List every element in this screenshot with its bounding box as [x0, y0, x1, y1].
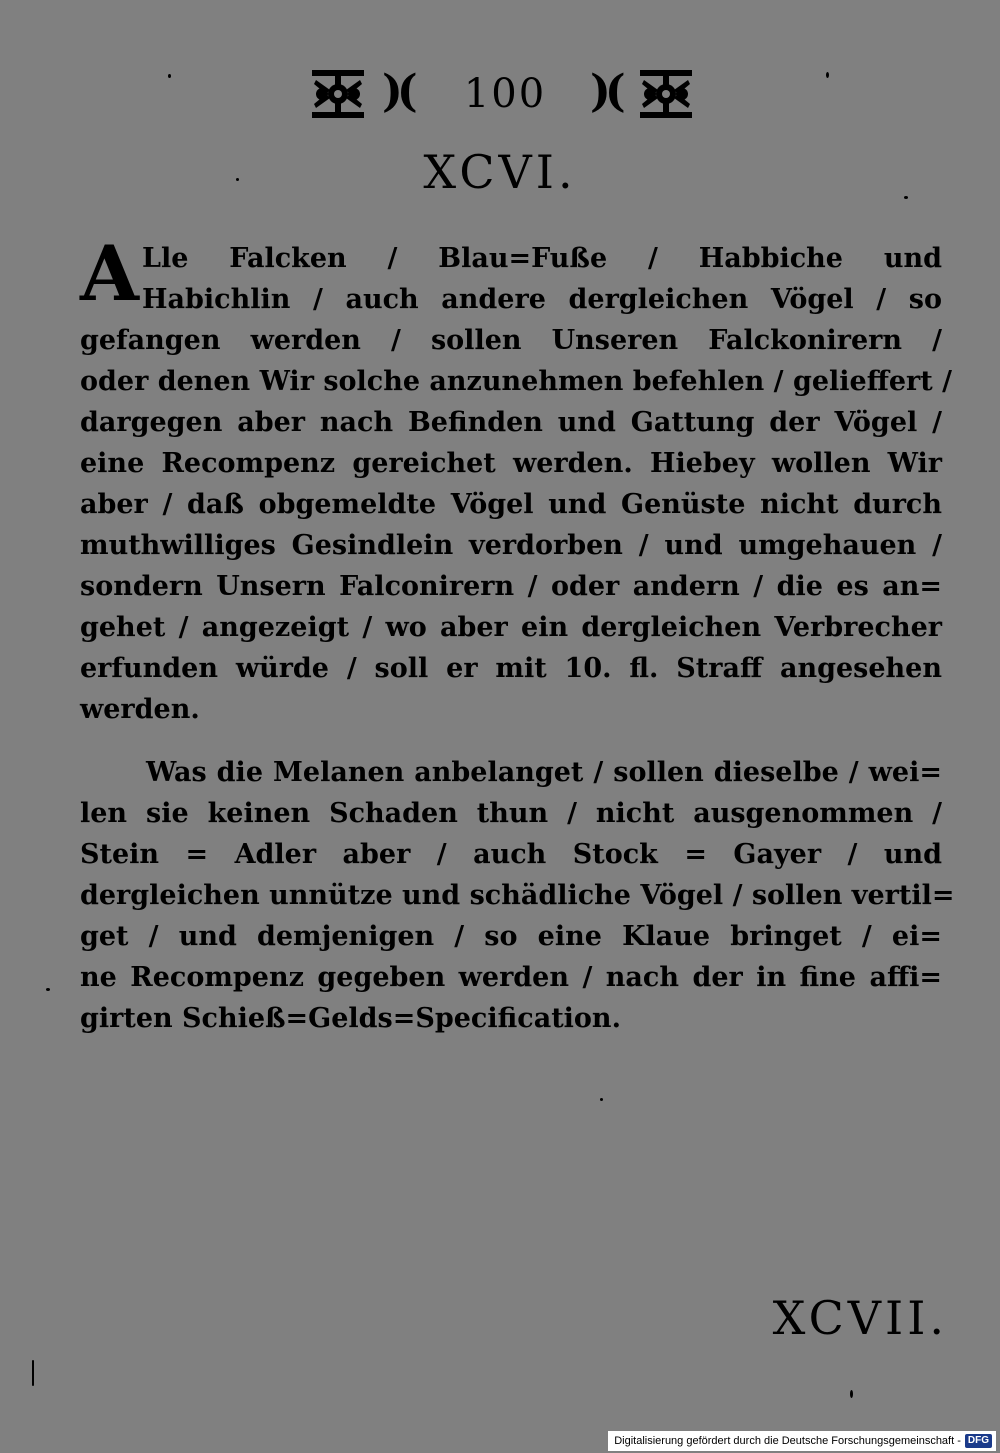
- text-line: oder denen Wir solche anzunehmen befehlen / gelieffert /: [80, 366, 952, 397]
- paragraph: [80, 238, 952, 730]
- page-number: 100: [463, 71, 547, 117]
- text-line: aber / daß obgemeldte Vögel und Genüste nicht durch: [80, 489, 942, 520]
- text-line: dergleichen unnütze und schädliche Vögel / sollen vertil=: [80, 880, 955, 911]
- text-line: Was die Melanen anbelanget / sollen dieselbe / wei=: [146, 757, 942, 788]
- drop-cap: A: [80, 229, 139, 318]
- text-line: Habichlin / auch andere dergleichen Vögel / so: [142, 284, 942, 315]
- text-line: sondern Unsern Falconirern / oder andern / die es an=: [80, 571, 942, 602]
- printer-ornament-icon: [308, 66, 368, 122]
- text-line: Stein = Adler aber / auch Stock = Gayer / und: [80, 839, 942, 870]
- text-line: erfunden würde / soll er mit 10. fl. Straff angesehen: [80, 653, 942, 684]
- text-line: ne Recompenz gegeben werden / nach der in fine affi=: [80, 962, 942, 993]
- text-line: get / und demjenigen / so eine Klaue bringet / ei=: [80, 921, 942, 952]
- text-line: Lle Falcken / Blau=Fuße / Habbiche und: [142, 243, 942, 274]
- text-line: eine Recompenz gereichet werden. Hiebey wollen Wir: [80, 448, 942, 479]
- paragraph: [80, 752, 955, 1039]
- header-bracket-left: )(: [382, 66, 412, 117]
- text-line: dargegen aber nach Befinden und Gattung der Vögel /: [80, 407, 942, 438]
- dfg-logo-icon: DFG: [965, 1434, 992, 1448]
- header-bracket-right: )(: [590, 66, 620, 117]
- next-section-heading: XCVII.: [772, 1291, 948, 1345]
- page-header: [0, 62, 1000, 132]
- text-line: girten Schieß=Gelds=Specification.: [80, 1003, 621, 1034]
- footer-text: Digitalisierung gefördert durch die Deutsche Forschungsgemeinschaft -: [614, 1435, 961, 1447]
- digitization-footer: [608, 1431, 996, 1451]
- printer-ornament-icon: [636, 66, 696, 122]
- text-line: gehet / angezeigt / wo aber ein dergleichen Verbrecher: [80, 612, 942, 643]
- text-line: muthwilliges Gesindlein verdorben / und umgehauen /: [80, 530, 942, 561]
- text-line: werden.: [80, 694, 200, 725]
- text-line: gefangen werden / sollen Unseren Falckonirern /: [80, 325, 942, 356]
- text-line: len sie keinen Schaden thun / nicht ausgenommen /: [80, 798, 942, 829]
- section-heading: XCVI.: [423, 145, 577, 199]
